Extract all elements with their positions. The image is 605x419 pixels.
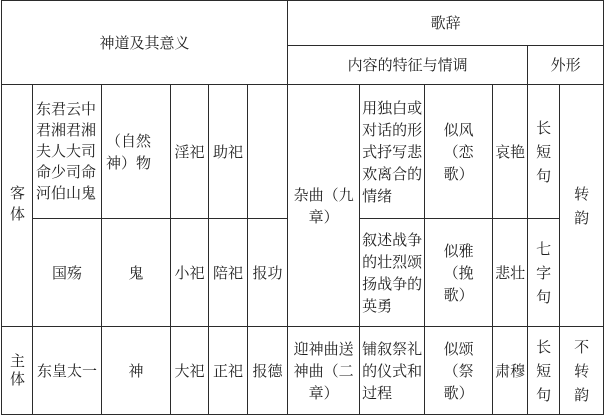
header-content: 内容的特征与情调 [288,46,528,85]
header-row-1 [2,1,604,46]
host-style: 似颂（祭歌） [425,327,493,415]
host-songs: 迎神曲送神曲（二章） [288,327,360,415]
guest-mood-1: 哀艳 [493,85,528,219]
host-names: 东皇太一 [33,327,102,415]
guest-row-1 [2,85,604,219]
guest-line-2: 七字句 [528,219,560,327]
header-form: 外形 [528,46,604,85]
guest-names-2: 国殇 [33,219,102,327]
guest-names-1: 东君云中君湘君湘夫人大司命少司命河伯山鬼 [33,85,102,219]
guest-line-1: 长短句 [528,85,560,219]
guest-mood-2: 悲壮 [493,219,528,327]
guest-nature-1: （自然神）物 [102,85,171,219]
header-songs: 歌辞 [288,1,604,46]
guest-style-2: 似雅（挽歌） [425,219,493,327]
host-purpose: 报德 [248,327,288,415]
guest-purpose-1 [248,85,288,219]
header-deities: 神道及其意义 [2,1,288,85]
host-nature: 神 [102,327,171,415]
guest-role-1: 助祀 [209,85,248,219]
classification-table [1,0,604,415]
guest-theme-1: 用独白或对话的形式抒写悲欢离合的情绪 [360,85,425,219]
host-role: 正祀 [209,327,248,415]
host-rhyme: 不转韵 [560,327,604,415]
category-host: 主体 [2,327,33,415]
guest-rite-1: 淫祀 [171,85,209,219]
host-rite: 大祀 [171,327,209,415]
guest-purpose-2: 报功 [248,219,288,327]
guest-role-2: 陪祀 [209,219,248,327]
guest-style-1: 似风（恋歌） [425,85,493,219]
guest-rhyme: 转韵 [560,85,604,327]
host-row [2,327,604,415]
category-guest: 客体 [2,85,33,327]
guest-songs: 杂曲（九章） [288,85,360,327]
host-line: 长短句 [528,327,560,415]
guest-theme-2: 叙述战争的壮烈颂扬战争的英勇 [360,219,425,327]
host-mood: 肃穆 [493,327,528,415]
guest-nature-2: 鬼 [102,219,171,327]
guest-rite-2: 小祀 [171,219,209,327]
host-theme: 铺叙祭礼的仪式和过程 [360,327,425,415]
